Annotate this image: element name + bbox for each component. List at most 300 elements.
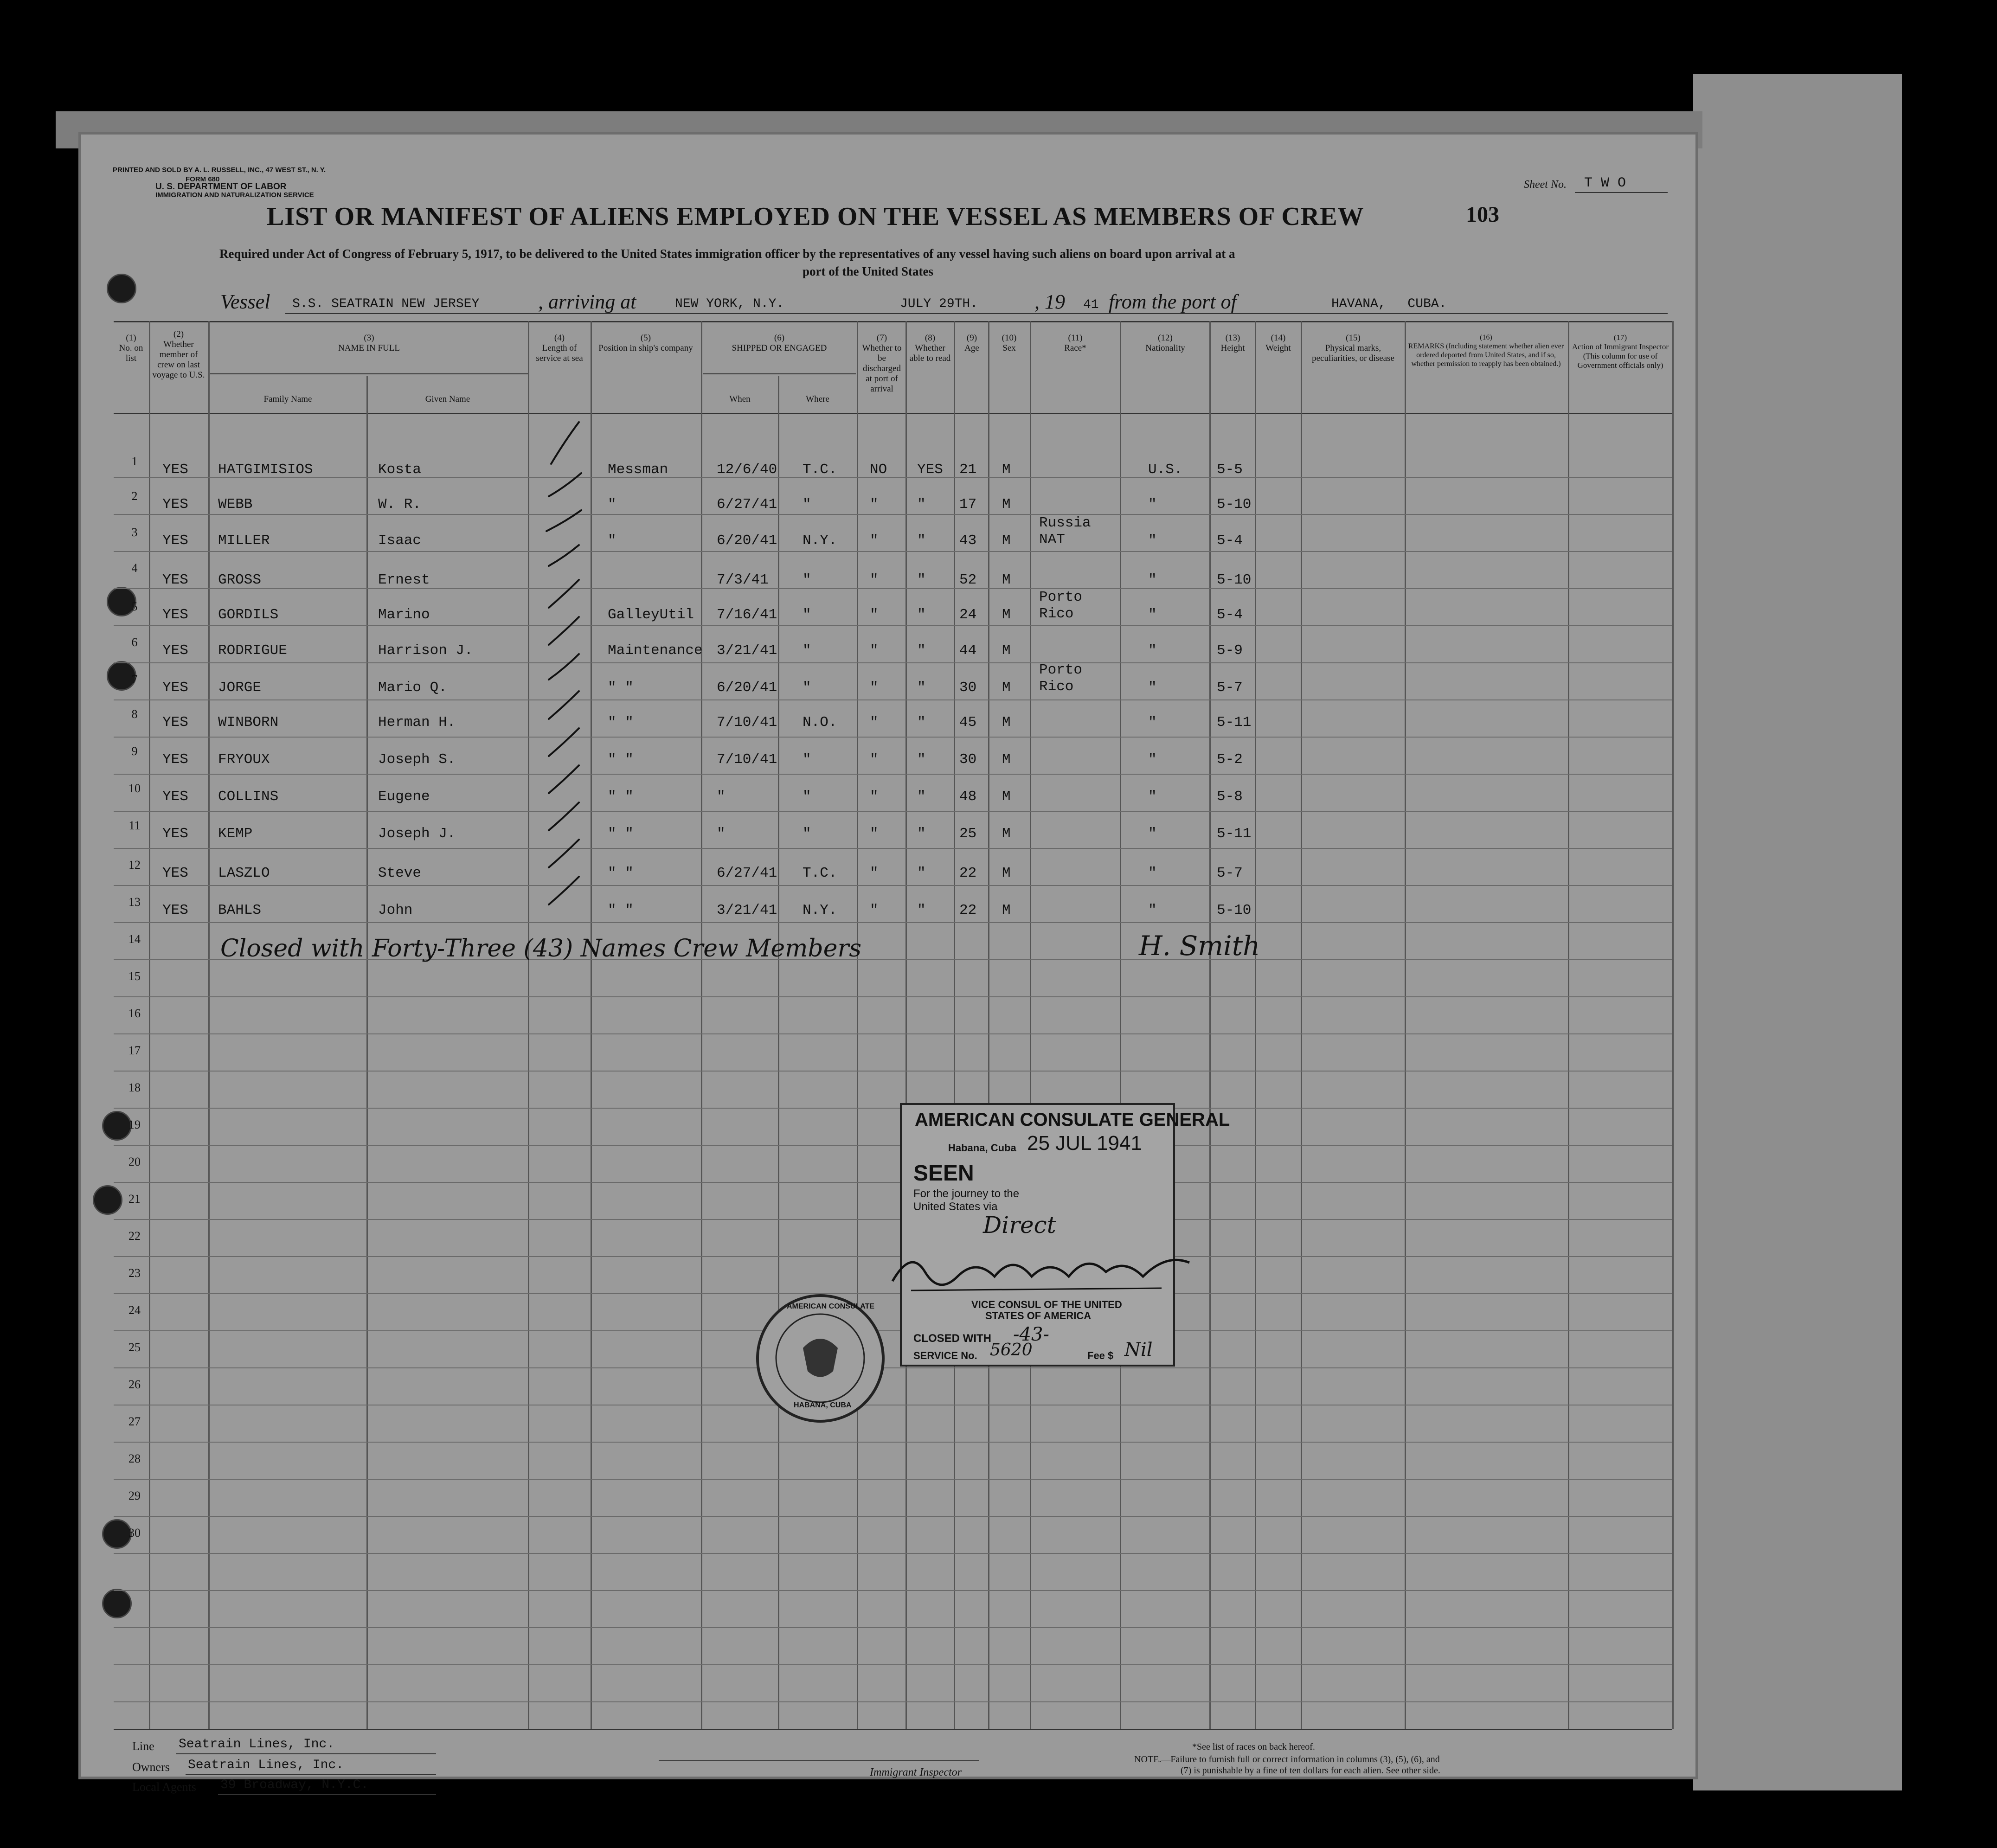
checkmark [546,510,581,531]
family-name: HATGIMISIOS [218,462,313,478]
seal-bottom-text: HABANA, CUBA [794,1401,852,1409]
height: 5-7 [1217,865,1243,881]
row-rule [114,885,1672,886]
shipped-when: 7/16/41 [717,607,777,623]
height: 5-11 [1217,714,1252,731]
nationality: " [1148,642,1157,659]
family-name: BAHLS [218,902,262,918]
discharged: " [870,496,879,513]
crew-last-voyage: YES [162,680,188,696]
able-to-read: " [917,496,926,513]
height: 5-4 [1217,607,1243,623]
discharged: " [870,572,879,588]
column-divider [1405,321,1406,1729]
column-divider [1120,321,1121,1729]
row-number: 28 [128,1452,141,1465]
owners-underline [186,1774,436,1775]
row-rule [114,662,1672,663]
shipped-where: " [803,607,811,623]
row-number: 6 [131,635,138,649]
table-top-rule [114,321,1672,322]
height: 5-2 [1217,751,1243,768]
shipped-where: " [803,496,811,513]
position: Messman [608,462,668,478]
row-rule [114,1330,1672,1331]
sex: M [1002,865,1011,881]
height: 5-11 [1217,826,1252,842]
checkmark [549,617,579,645]
sheet-number-label: Sheet No. [1524,179,1567,191]
row-number: 26 [128,1378,141,1391]
line-underline [176,1753,436,1754]
discharged: " [870,902,879,918]
agents-underline [218,1794,436,1795]
nationality: " [1148,751,1157,768]
shipped-when: 7/3/41 [717,572,769,588]
column-header-8: (8) Whether able to read [909,333,951,363]
row-rule [114,1664,1672,1665]
shipped-where: " [803,572,811,588]
stamp-officer-2: STATES OF AMERICA [985,1310,1092,1322]
row-number: 14 [128,932,141,946]
family-name: WINBORN [218,714,279,731]
row-rule [114,1516,1672,1517]
age: 22 [959,902,977,918]
given-name: Isaac [378,533,422,549]
inspector-label: Immigrant Inspector [870,1766,962,1778]
crew-last-voyage: YES [162,902,188,918]
discharged: " [870,865,879,881]
column-header-12: (12) Nationality [1145,333,1185,353]
name-subheader-rule [210,373,528,374]
height: 5-10 [1217,572,1252,588]
sheet-number-underline [1575,192,1668,193]
age: 17 [959,496,977,513]
sex: M [1002,642,1011,659]
given-name: Harrison J. [378,642,473,659]
row-rule [114,737,1672,738]
able-to-read: " [917,572,926,588]
shipped-where: " [803,826,811,842]
row-number: 29 [128,1489,141,1502]
row-rule [114,1442,1672,1443]
from-port-label: from the port of [1109,290,1237,313]
row-number: 7 [131,673,138,686]
header-bottom-rule [114,413,1672,414]
stamp-date: 25 JUL 1941 [1027,1132,1142,1155]
checkmark [549,802,579,830]
nationality: " [1148,533,1157,549]
consulate-seal [756,1294,885,1423]
sex: M [1002,533,1011,549]
able-to-read: " [917,865,926,881]
given-name: Mario Q. [378,680,447,696]
races-note: *See list of races on back hereof. [1192,1742,1315,1752]
row-number: 15 [128,969,141,983]
binder-hole [102,1589,132,1618]
column-divider [1255,321,1256,1729]
owners-value: Seatrain Lines, Inc. [188,1758,344,1772]
row-number: 9 [131,744,138,758]
service-checkmarks [528,413,593,1072]
position: " " [608,789,634,805]
column-header-3a: Family Name [263,394,312,404]
shipped-where: " [803,680,811,696]
column-header-1: (1) No. on list [119,333,143,363]
column-divider [149,321,150,1729]
crew-last-voyage: YES [162,462,188,478]
stamp-seen: SEEN [913,1161,974,1186]
row-rule [114,1590,1672,1591]
checkmark [549,877,579,905]
row-rule [114,625,1672,626]
form-title: LIST OR MANIFEST OF ALIENS EMPLOYED ON THE VESSEL AS MEMBERS OF CREW [267,202,1364,231]
binder-hole [107,274,136,303]
column-header-6b: Where [806,394,829,404]
line-label: Line [132,1739,154,1753]
shipped-where: " [803,751,811,768]
shipped-where: N.Y. [803,533,837,549]
manifest-sheet [81,135,1695,1794]
position: " " [608,902,634,918]
family-name: WEBB [218,496,253,513]
arrival-date: JULY 29TH. [900,297,978,311]
row-number: 2 [131,489,138,503]
family-name: COLLINS [218,789,279,805]
consulate-stamp [900,1103,1230,1367]
crew-last-voyage: YES [162,714,188,731]
position: " [608,533,616,549]
checkmark [549,473,581,496]
column-divider [1568,321,1569,1729]
age: 30 [959,680,977,696]
footer-note-2: (7) is punishable by a fine of ten dollars for each alien. See other side. [1181,1765,1440,1776]
service-name: IMMIGRATION AND NATURALIZATION SERVICE [155,191,314,199]
stamp-place: Habana, Cuba [948,1142,1016,1154]
family-name: KEMP [218,826,253,842]
sex: M [1002,902,1011,918]
column-divider [701,321,702,1729]
position: GalleyUtil [608,607,694,623]
able-to-read: " [917,680,926,696]
able-to-read: YES [917,462,943,478]
age: 48 [959,789,977,805]
shipped-where: T.C. [803,865,837,881]
shipped-when: 6/27/41 [717,865,777,881]
shipped-when: " [717,826,726,842]
nationality: " [1148,865,1157,881]
given-name: Joseph J. [378,826,456,842]
row-rule [114,1367,1672,1368]
stamp-via: Direct [983,1212,1056,1238]
vessel-underline [285,313,1668,314]
stamp-service-value: 5620 [990,1341,1033,1360]
shipped-where: N.O. [803,714,837,731]
age: 21 [959,462,977,478]
nationality: U.S. [1148,462,1183,478]
given-name: Ernest [378,572,430,588]
row-number: 11 [128,819,141,832]
row-number: 21 [128,1192,141,1206]
row-number: 3 [131,526,138,539]
row-number: 13 [128,895,141,909]
given-name: Kosta [378,462,422,478]
sex: M [1002,607,1011,623]
inspector-signature-line [659,1760,979,1761]
agents-label: Local Agents [132,1780,196,1794]
height: 5-8 [1217,789,1243,805]
shipped-subheader-rule [703,373,856,374]
page-number: 103 [1466,202,1499,227]
sex: M [1002,572,1011,588]
column-header-9: (9) Age [964,333,979,353]
able-to-read: " [917,789,926,805]
consul-signature [883,1244,1208,1300]
discharged: " [870,826,879,842]
age: 25 [959,826,977,842]
row-number: 30 [128,1526,141,1540]
age: 44 [959,642,977,659]
age: 52 [959,572,977,588]
given-name: Marino [378,607,430,623]
sex: M [1002,751,1011,768]
sex: M [1002,826,1011,842]
line-value: Seatrain Lines, Inc. [179,1737,335,1752]
family-name: MILLER [218,533,270,549]
checkmark [549,691,579,719]
row-number: 10 [128,782,141,795]
row-number: 17 [128,1044,141,1057]
able-to-read: " [917,902,926,918]
position: " [608,496,616,513]
arriving-label: , arriving at [538,290,636,313]
height: 5-5 [1217,462,1243,478]
row-rule [114,1553,1672,1554]
checkmark [549,728,579,756]
row-number: 18 [128,1081,141,1094]
owners-label: Owners [132,1760,170,1774]
shipped-when: 6/27/41 [717,496,777,513]
printer-credit: PRINTED AND SOLD BY A. L. RUSSELL, INC., 47 WEST ST., N. Y. [113,166,326,174]
shipped-when: " [717,789,726,805]
checkmark [551,422,579,464]
closing-signature: H. Smith [1139,930,1260,962]
race: Porto Rico [1039,662,1083,695]
column-header-6a: When [729,394,751,404]
vessel-name: S.S. SEATRAIN NEW JERSEY [292,297,480,311]
race: Porto Rico [1039,589,1083,622]
column-divider [988,321,989,1729]
row-rule [114,811,1672,812]
able-to-read: " [917,826,926,842]
stamp-officer-1: VICE CONSUL OF THE UNITED [971,1299,1122,1310]
column-divider [857,321,858,1729]
column-divider [905,321,907,1729]
given-name: Joseph S. [378,751,456,768]
position: " " [608,680,634,696]
row-rule [114,551,1672,552]
year-prefix: , 19 [1034,290,1065,313]
shipped-where: N.Y. [803,902,837,918]
shipped-when: 6/20/41 [717,533,777,549]
column-divider [1672,321,1674,1729]
year-suffix: 41 [1083,298,1099,312]
column-divider [954,321,955,1729]
column-header-15: (15) Physical marks, peculiarities, or disease [1312,333,1394,363]
column-header-10: (10) Sex [1002,333,1017,353]
stamp-closed-value: -43- [1013,1324,1049,1345]
position: " " [608,714,634,731]
discharged: " [870,607,879,623]
row-number: 19 [128,1118,141,1131]
row-number: 20 [128,1155,141,1168]
column-header-3: (3) NAME IN FULL [338,333,400,353]
age: 24 [959,607,977,623]
form-subtitle-2: port of the United States [803,264,933,278]
stamp-service-label: SERVICE No. [913,1350,977,1361]
discharged: " [870,533,879,549]
stamp-fee-value: Nil [1124,1339,1153,1360]
family-name: LASZLO [218,865,270,881]
column-divider [208,321,210,1729]
crew-last-voyage: YES [162,865,188,881]
footer-note-1: NOTE.—Failure to furnish full or correct information in columns (3), (5), (6), and [1134,1754,1440,1765]
discharged: NO [870,462,887,478]
able-to-read: " [917,714,926,731]
row-rule [114,1108,1672,1109]
able-to-read: " [917,642,926,659]
sex: M [1002,789,1011,805]
row-rule [114,1701,1672,1702]
row-rule [114,588,1672,589]
stamp-fee-label: Fee $ [1087,1350,1114,1361]
row-rule [114,699,1672,700]
checkmark [549,765,579,793]
column-header-14: (14) Weight [1265,333,1291,353]
column-header-11: (11) Race* [1064,333,1086,353]
row-rule [114,996,1672,997]
crew-last-voyage: YES [162,826,188,842]
crew-last-voyage: YES [162,789,188,805]
discharged: " [870,680,879,696]
nationality: " [1148,902,1157,918]
given-name: W. R. [378,496,422,513]
back-sheet-right [1693,74,1902,1790]
row-number: 24 [128,1303,141,1317]
age: 45 [959,714,977,731]
row-number: 1 [131,455,138,468]
age: 43 [959,533,977,549]
family-name: GORDILS [218,607,279,623]
form-subtitle-1: Required under Act of Congress of February 5, 1917, to be delivered to the United States immigration officer by the representatives of any vessel having such aliens on board upon arrival at a [219,247,1235,261]
sex: M [1002,462,1011,478]
shipped-when: 3/21/41 [717,642,777,659]
height: 5-4 [1217,533,1243,549]
height: 5-7 [1217,680,1243,696]
given-name: Herman H. [378,714,456,731]
closing-note: Closed with Forty-Three (43) Names Crew Members [220,935,862,962]
row-rule [114,514,1672,515]
column-header-4: (4) Length of service at sea [536,333,583,363]
discharged: " [870,789,879,805]
able-to-read: " [917,751,926,768]
column-header-2: (2) Whether member of crew on last voyage to U.S. [152,329,205,380]
checkmark [549,654,579,680]
row-rule [114,1182,1672,1183]
row-rule [114,1479,1672,1480]
department: U. S. DEPARTMENT OF LABOR [155,182,287,192]
row-number: 4 [131,561,138,575]
column-divider [1209,321,1211,1729]
nationality: " [1148,496,1157,513]
crew-last-voyage: YES [162,572,188,588]
row-number: 12 [128,858,141,872]
shipped-when: 7/10/41 [717,714,777,731]
row-rule [114,1627,1672,1628]
height: 5-10 [1217,902,1252,918]
checkmark [549,545,579,566]
discharged: " [870,751,879,768]
stamp-closed-label: CLOSED WITH [913,1332,991,1345]
given-name: John [378,902,413,918]
stamp-header: AMERICAN CONSULATE GENERAL [915,1110,1230,1130]
nationality: " [1148,680,1157,696]
form-number: FORM 680 [186,175,220,183]
column-divider [1301,321,1302,1729]
family-name: JORGE [218,680,262,696]
column-header-7: (7) Whether to be discharged at port of arrival [862,333,902,394]
discharged: " [870,642,879,659]
column-divider [366,376,368,1729]
row-rule [114,922,1672,923]
row-number: 27 [128,1415,141,1428]
from-port: HAVANA, CUBA. [1331,297,1447,311]
discharged: " [870,714,879,731]
race: Russia NAT [1039,515,1091,548]
row-number: 8 [131,707,138,721]
sheet-number-value: T W O [1584,175,1626,191]
row-rule [114,1071,1672,1072]
nationality: " [1148,572,1157,588]
age: 22 [959,865,977,881]
nationality: " [1148,714,1157,731]
crew-last-voyage: YES [162,751,188,768]
row-rule [114,848,1672,849]
shipped-when: 12/6/40 [717,462,777,478]
column-header-16: (16) REMARKS (Including statement whether alien ever ordered deported from United States, and if so, whether permission to reapply has been obtained.) [1408,334,1564,368]
position: " " [608,865,634,881]
family-name: RODRIGUE [218,642,287,659]
row-number: 22 [128,1229,141,1243]
nationality: " [1148,826,1157,842]
binder-hole [93,1185,122,1215]
crew-last-voyage: YES [162,607,188,623]
crew-last-voyage: YES [162,496,188,513]
position: Maintenance [608,642,703,659]
checkmark [549,580,579,608]
column-divider [778,376,779,1729]
row-number: 23 [128,1266,141,1280]
family-name: FRYOUX [218,751,270,768]
stamp-journey-1: For the journey to the [913,1187,1020,1200]
height: 5-9 [1217,642,1243,659]
stamp-journey-2: United States via [913,1200,998,1213]
shipped-where: " [803,642,811,659]
row-rule [114,1145,1672,1146]
sex: M [1002,680,1011,696]
row-number: 25 [128,1341,141,1354]
position: " " [608,826,634,842]
